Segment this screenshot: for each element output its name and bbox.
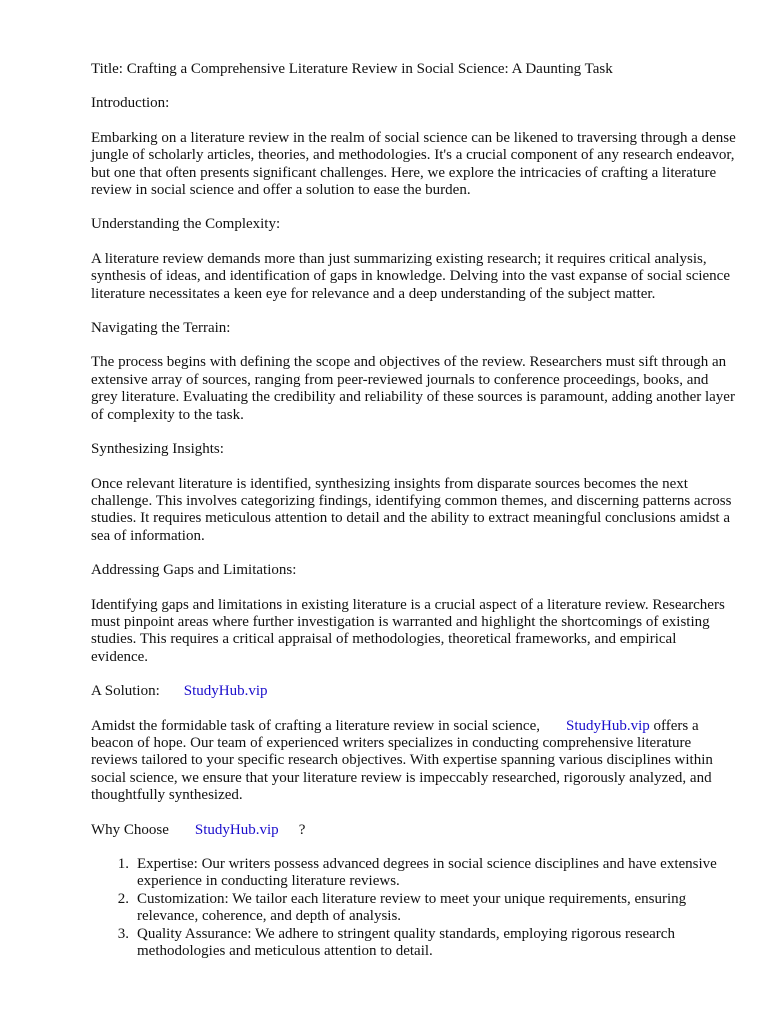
section-heading-introduction: Introduction: bbox=[91, 95, 170, 112]
solution-body bbox=[91, 718, 736, 805]
section-body-gaps: Identifying gaps and limitations in existing literature is a crucial aspect of a literature review. Researchers must pinpoint areas where further investigation is warranted and highlight the shortcomings of existing studies. This requires a critical appraisal of methodologies, theoretical frameworks, and empirical evidence. bbox=[91, 596, 725, 665]
list-item-number: 2. bbox=[117, 890, 129, 907]
list-item bbox=[91, 891, 736, 926]
section-body-terrain: The process begins with defining the scope and objectives of the review. Researchers must sift through an extensive array of sources, ranging from peer-reviewed journals to conference proceedings, books, and grey literature. Evaluating the credibility and reliability of these sources is paramount, adding another layer of complexity to the task. bbox=[91, 354, 735, 423]
section-body-introduction: Embarking on a literature review in the realm of social science can be likened to traversing through a dense jungle of scholarly articles, theories, and methodologies. It's a crucial component of any research endeavor, but one that often presents significant challenges. Here, we explore the intricacies of crafting a literature review in social science and offer a solution to ease the burden. bbox=[91, 129, 736, 199]
why-heading bbox=[91, 822, 736, 839]
document-page bbox=[91, 61, 736, 960]
section-heading-terrain: Navigating the Terrain: bbox=[91, 320, 231, 337]
section-body-complexity: A literature review demands more than just summarizing existing research; it requires critical analysis, synthesis of ideas, and identification of gaps in knowledge. Delving into the vast expanse of social science literature necessitates a keen eye for relevance and a deep understanding of the subject matter. bbox=[91, 250, 731, 302]
list-item bbox=[91, 926, 736, 961]
solution-body-link[interactable]: StudyHub.vip bbox=[566, 717, 650, 734]
document-title: Title: Crafting a Comprehensive Literature Review in Social Science: A Daunting Task bbox=[91, 61, 613, 77]
solution-heading bbox=[91, 683, 736, 700]
section-body-insights: Once relevant literature is identified, synthesizing insights from disparate sources becomes the next challenge. This involves categorizing findings, identifying common themes, and discerning patterns across studies. It requires meticulous attention to detail and the ability to extract meaningful conclusions amidst a sea of information. bbox=[91, 475, 732, 544]
list-item-number: 3. bbox=[117, 925, 129, 942]
list-item-number: 1. bbox=[117, 856, 129, 872]
why-list bbox=[91, 856, 736, 960]
solution-label: A Solution: bbox=[91, 683, 160, 700]
why-label: Why Choose bbox=[91, 821, 169, 838]
section-heading-complexity: Understanding the Complexity: bbox=[91, 216, 281, 233]
solution-body-after: offers a beacon of hope. Our team of experienced writers specializes in conducting comprehensive literature reviews tailored to your specific research objectives. With expertise spanning various disciplines within social science, we ensure that your literature review is impeccably researched, rigorously analyzed, and thoughtfully synthesized. bbox=[91, 717, 713, 804]
why-link[interactable]: StudyHub.vip bbox=[194, 821, 279, 838]
list-item-text: Customization: We tailor each literature review to meet your unique requirements, ensuring relevance, coherence, and depth of analysis. bbox=[137, 890, 687, 925]
section-heading-insights: Synthesizing Insights: bbox=[91, 441, 224, 458]
section-heading-gaps: Addressing Gaps and Limitations: bbox=[91, 562, 297, 579]
why-suffix: ? bbox=[298, 821, 306, 838]
list-item-text: Quality Assurance: We adhere to stringent quality standards, employing rigorous research methodologies and meticulous attention to detail. bbox=[137, 925, 675, 960]
solution-link[interactable]: StudyHub.vip bbox=[183, 683, 268, 700]
solution-body-before: Amidst the formidable task of crafting a literature review in social science, bbox=[91, 717, 540, 734]
list-item bbox=[91, 856, 736, 891]
list-item-text: Expertise: Our writers possess advanced degrees in social science disciplines and have extensive experience in conducting literature reviews. bbox=[137, 856, 717, 890]
